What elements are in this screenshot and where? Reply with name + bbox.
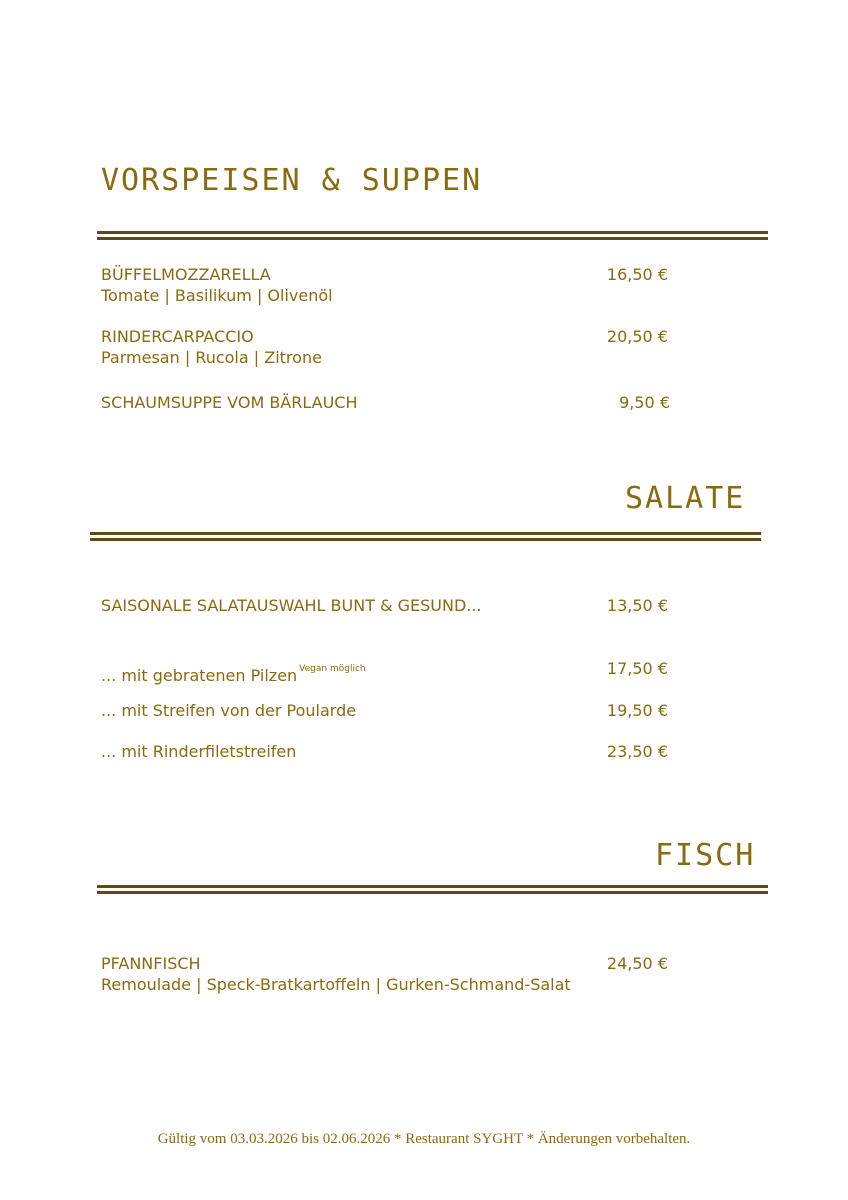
menu-item-price: 23,50 € — [606, 742, 668, 761]
menu-item-variant: ... mit Rinderfiletstreifen — [101, 742, 297, 761]
menu-item-price: 9,50 € — [619, 393, 670, 412]
menu-item-description: Parmesan | Rucola | Zitrone — [101, 348, 322, 367]
section-heading-fisch: FISCH — [655, 838, 756, 873]
section-heading-salate: SALATE — [625, 481, 746, 516]
menu-item-variant-label: ... mit gebratenen Pilzen — [101, 666, 298, 685]
section-divider — [90, 532, 761, 541]
menu-item-price: 13,50 € — [606, 596, 668, 615]
menu-item-description: Tomate | Basilikum | Olivenöl — [101, 286, 333, 305]
menu-item-variant: ... mit Streifen von der Poularde — [101, 701, 357, 720]
menu-item-variant — [101, 659, 366, 686]
menu-item-price: 16,50 € — [606, 265, 668, 284]
menu-item-name: BÜFFELMOZZARELLA — [101, 265, 271, 284]
section-divider — [97, 885, 768, 894]
menu-item-price: 20,50 € — [606, 327, 668, 346]
menu-item-price: 24,50 € — [606, 954, 668, 973]
menu-item-name: SAISONALE SALATAUSWAHL BUNT & GESUND... — [101, 596, 482, 615]
section-divider — [97, 231, 768, 240]
section-heading-vorspeisen: VORSPEISEN & SUPPEN — [101, 163, 483, 198]
menu-item-name: PFANNFISCH — [101, 954, 201, 973]
menu-item-price: 19,50 € — [606, 701, 668, 720]
menu-item-price: 17,50 € — [606, 659, 668, 678]
menu-item-name: SCHAUMSUPPE VOM BÄRLAUCH — [101, 393, 358, 412]
vegan-note: Vegan möglich — [299, 664, 366, 674]
menu-item-description: Remoulade | Speck-Bratkartoffeln | Gurken-Schmand-Salat — [101, 975, 571, 994]
validity-footer: Gültig vom 03.03.2026 bis 02.06.2026 * Restaurant SYGHT * Änderungen vorbehalten. — [157, 1131, 691, 1147]
menu-item-name: RINDERCARPACCIO — [101, 327, 254, 346]
